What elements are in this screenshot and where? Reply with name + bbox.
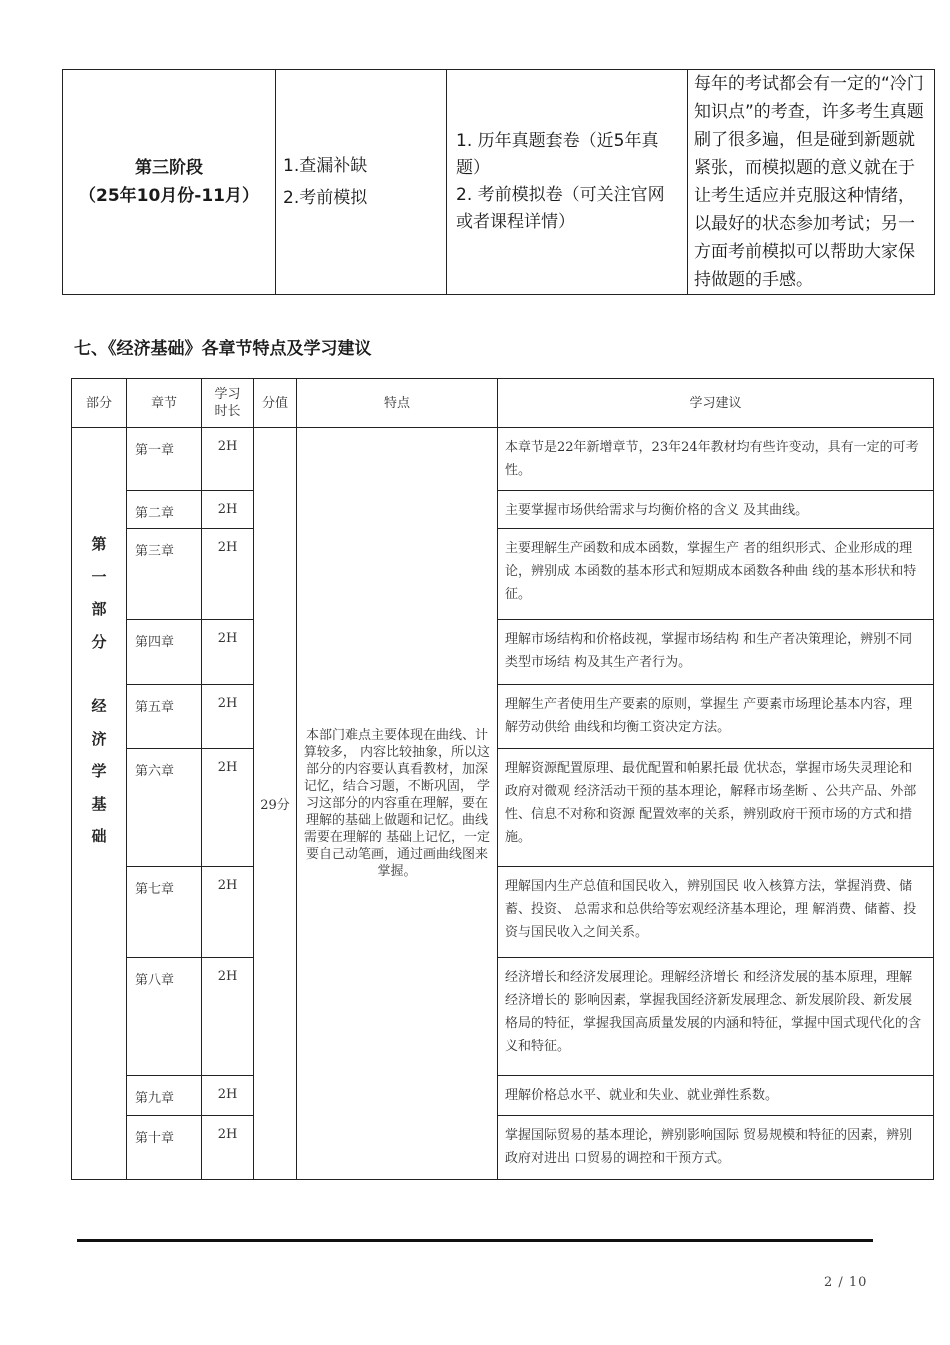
part-label-char: 部 (91, 600, 107, 618)
chapter-advice: 掌握国际贸易的基本理论，辨别影响国际 贸易规模和特征的因素，辨别政府对进出 口贸易的调控和干预方式。 (498, 1116, 934, 1180)
header-hours-line2: 时长 (214, 404, 241, 419)
chapter-hours: 2H (202, 1076, 254, 1116)
table-row (72, 685, 934, 749)
materials-cell (447, 70, 688, 295)
stage-name: 第三阶段 (135, 158, 203, 178)
table-row (72, 491, 934, 529)
task-item: 2.考前模拟 (283, 188, 368, 208)
table-row (72, 1076, 934, 1116)
part-label-char: 础 (91, 827, 107, 845)
chapter-hours: 2H (202, 620, 254, 685)
table-row (72, 1116, 934, 1180)
header-chapter: 章节 (127, 379, 202, 428)
stage-period: （25年10月份-11月） (78, 186, 260, 206)
chapter-advice: 理解资源配置原理、最优配置和帕累托最 优状态，掌握市场失灵理论和政府对微观 经济活动干预的基本理论，解释市场垄断 、公共产品、外部性、信息不对称和资源 配置效率的关系，辨别政府干预市场的方式和措施。 (498, 749, 934, 867)
task-item: 1.查漏补缺 (283, 156, 368, 176)
page-number: 2 / 10 (824, 1275, 868, 1290)
header-row (72, 379, 934, 428)
material-item: 1. 历年真题套卷（近5年真题） (456, 131, 659, 178)
material-item: 2. 考前模拟卷（可关注官网或者课程详情） (456, 185, 665, 232)
table-row (72, 958, 934, 1076)
header-hours-line1: 学习 (214, 387, 241, 402)
chapter-advice: 理解市场结构和价格歧视，掌握市场结构 和生产者决策理论，辨别不同类型市场结 构及其生产者行为。 (498, 620, 934, 685)
chapter-name: 第九章 (127, 1076, 202, 1116)
stage-cell (63, 70, 276, 295)
chapter-advice: 主要掌握市场供给需求与均衡价格的含义 及其曲线。 (498, 491, 934, 529)
part-label-char: 基 (91, 794, 107, 813)
part-label-char: 第 (91, 535, 107, 553)
chapter-name: 第二章 (127, 491, 202, 529)
score-cell: 29分 (254, 428, 297, 1180)
chapter-hours: 2H (202, 1116, 254, 1180)
part-label-gap (80, 658, 118, 690)
chapter-hours: 2H (202, 685, 254, 749)
part-label-char: 经 (91, 697, 107, 715)
chapter-hours: 2H (202, 958, 254, 1076)
section-heading: 七、《经济基础》各章节特点及学习建议 (74, 339, 372, 359)
stage-table (62, 69, 935, 295)
tasks-cell (276, 70, 447, 295)
chapter-name: 第三章 (127, 529, 202, 620)
chapter-table (71, 378, 934, 1180)
feature-cell: 本部门难点主要体现在曲线、计算较多， 内容比较抽象，所以这部分的内容要认真看教材，加深记忆，结合习题，不断巩固， 学习这部分的内容重在理解，要在理解的基础上做题和记忆。曲线需要在理解的 基础上记忆，一定要自己动笔画，通过画曲线图来掌握。 (297, 428, 498, 1180)
table-row (72, 428, 934, 491)
footer-rule (77, 1239, 873, 1242)
header-part: 部分 (72, 379, 127, 428)
chapter-advice: 理解价格总水平、就业和失业、就业弹性系数。 (498, 1076, 934, 1116)
part-label-char: 一 (91, 567, 107, 586)
chapter-hours: 2H (202, 867, 254, 958)
chapter-hours: 2H (202, 749, 254, 867)
chapter-name: 第四章 (127, 620, 202, 685)
header-score: 分值 (254, 379, 297, 428)
chapter-hours: 2H (202, 491, 254, 529)
chapter-name: 第五章 (127, 685, 202, 749)
chapter-name: 第八章 (127, 958, 202, 1076)
part-label-char: 济 (91, 729, 107, 748)
chapter-name: 第一章 (127, 428, 202, 491)
part-label-char: 学 (91, 762, 107, 780)
chapter-name: 第七章 (127, 867, 202, 958)
chapter-advice: 理解国内生产总值和国民收入，辨别国民 收入核算方法，掌握消费、储蓄、投资、 总需求和总供给等宏观经济基本理论，理 解消费、储蓄、投资与国民收入之间关系。 (498, 867, 934, 958)
header-hours (202, 379, 254, 428)
chapter-hours: 2H (202, 529, 254, 620)
chapter-advice: 本章节是22年新增章节，23年24年教材均有些许变动，具有一定的可考性。 (498, 428, 934, 491)
chapter-name: 第十章 (127, 1116, 202, 1180)
header-advice: 学习建议 (498, 379, 934, 428)
note-cell: 每年的考试都会有一定的“冷门知识点”的考查，许多考生真题刷了很多遍，但是碰到新题就紧张，而模拟题的意义就在于让考生适应并克服这种情绪，以最好的状态参加考试；另一方面考前模拟可以帮助大家保持做题的手感。 (688, 70, 935, 295)
table-row (72, 749, 934, 867)
chapter-advice: 理解生产者使用生产要素的原则，掌握生 产要素市场理论基本内容，理解劳动供给 曲线和均衡工资决定方法。 (498, 685, 934, 749)
chapter-hours: 2H (202, 428, 254, 491)
chapter-name: 第六章 (127, 749, 202, 867)
table-row (72, 529, 934, 620)
table-row (72, 867, 934, 958)
chapter-advice: 主要理解生产函数和成本函数，掌握生产 者的组织形式、企业形成的理论，辨别成 本函数的基本形式和短期成本函数各种曲 线的基本形状和特征。 (498, 529, 934, 620)
stage-row (63, 70, 935, 295)
chapter-advice: 经济增长和经济发展理论。理解经济增长 和经济发展的基本原理，理解经济增长的 影响因素，掌握我国经济新发展理念、新发展阶段、新发展格局的特征，掌握我国高质量发展的内涵和特征，掌握中国式现代化的含义和特征。 (498, 958, 934, 1076)
header-feature: 特点 (297, 379, 498, 428)
part-label-char: 分 (91, 632, 107, 651)
table-row (72, 620, 934, 685)
part-label-cell (72, 428, 127, 1180)
